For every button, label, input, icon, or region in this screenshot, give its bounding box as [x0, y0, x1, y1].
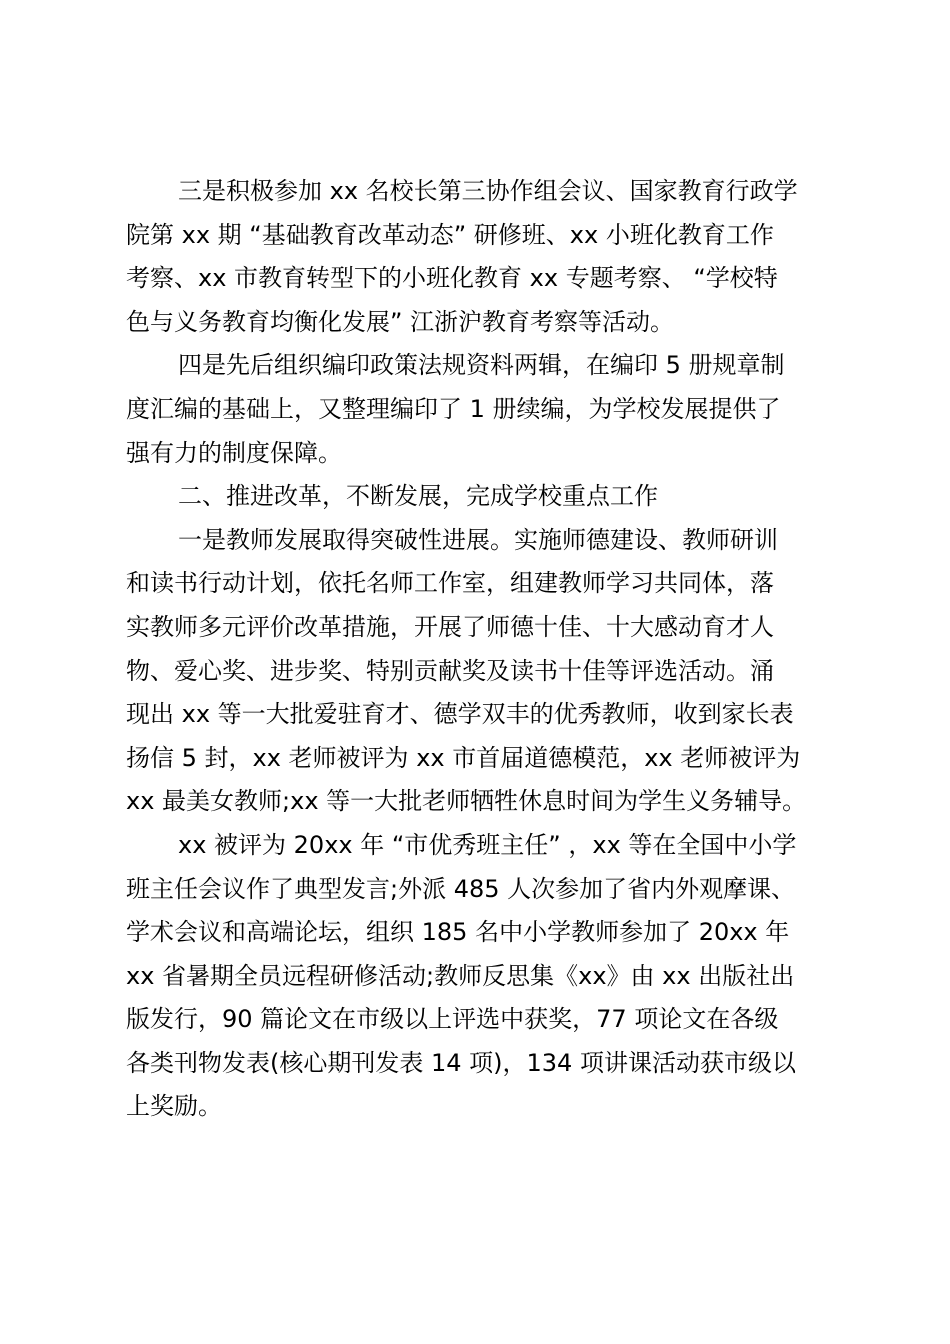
text-line: 院第 xx 期 “基础教育改革动态” 研修班、xx 小班化教育工作: [126, 220, 774, 249]
text-line: 二、推进改革，不断发展，完成学校重点工作: [178, 482, 658, 511]
text-line: 版发行，90 篇论文在市级以上评选中获奖，77 项论文在各级: [126, 1005, 779, 1034]
text-line: xx 省暑期全员远程研修活动;教师反思集《xx》由 xx 出版社出: [126, 961, 795, 990]
text-line: xx 最美女教师;xx 等一大批老师牺牲休息时间为学生义务辅导。: [126, 787, 807, 816]
text-line: 上奖励。: [126, 1092, 222, 1121]
text-line: 一是教师发展取得突破性进展。实施师德建设、教师研训: [178, 525, 778, 554]
text-line: 色与义务教育均衡化发展” 江浙沪教育考察等活动。: [126, 307, 675, 336]
text-line: 实教师多元评价改革措施，开展了师德十佳、十大感动育才人: [126, 612, 774, 641]
text-line: 三是积极参加 xx 名校长第三协作组会议、国家教育行政学: [178, 177, 798, 205]
text-line: 班主任会议作了典型发言;外派 485 人次参加了省内外观摩课、: [126, 874, 796, 903]
text-line: 现出 xx 等一大批爱驻育才、德学双丰的优秀教师，收到家长表: [126, 700, 794, 729]
text-line: xx 被评为 20xx 年 “市优秀班主任” ，xx 等在全国中小学: [178, 830, 797, 859]
text-line: 四是先后组织编印政策法规资料两辑，在编印 5 册规章制: [178, 351, 785, 380]
text-line: 学术会议和高端论坛，组织 185 名中小学教师参加了 20xx 年: [126, 918, 790, 947]
text-line: 扬信 5 封，xx 老师被评为 xx 市首届道德模范，xx 老师被评为: [126, 743, 801, 772]
text-line: 物、爱心奖、进步奖、特别贡献奖及读书十佳等评选活动。涌: [126, 656, 774, 685]
text-line: 各类刊物发表(核心期刊发表 14 项)，134 项讲课活动获市级以: [126, 1048, 796, 1077]
text-line: 考察、xx 市教育转型下的小班化教育 xx 专题考察、 “学校特: [126, 264, 778, 293]
document-body: [126, 170, 838, 1129]
text-line: 和读书行动计划，依托名师工作室，组建教师学习共同体，落: [126, 569, 774, 598]
text-line: 强有力的制度保障。: [126, 438, 342, 467]
text-line: 度汇编的基础上，又整理编印了 1 册续编，为学校发展提供了: [126, 394, 781, 423]
